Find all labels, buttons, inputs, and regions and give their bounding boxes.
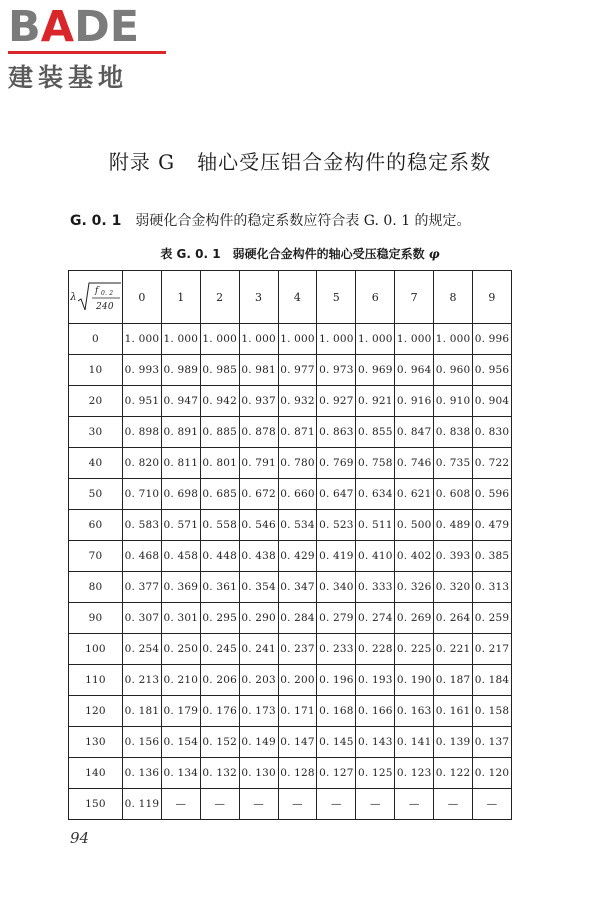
brand-logo <box>8 4 178 94</box>
coefficient-cell: 0. 698 <box>161 479 200 510</box>
coefficient-cell: 0. 758 <box>356 448 395 479</box>
coefficient-cell: 0. 735 <box>434 448 473 479</box>
coefficient-cell: 0. 250 <box>161 634 200 665</box>
lambda-symbol: λ <box>70 291 77 303</box>
coefficient-cell: 1. 000 <box>200 324 239 355</box>
lambda-header-cell <box>69 271 123 324</box>
table-header-row <box>69 271 512 324</box>
coefficient-cell: 0. 161 <box>434 696 473 727</box>
coefficient-cell: 0. 820 <box>123 448 162 479</box>
coefficient-cell: 1. 000 <box>239 324 278 355</box>
coefficient-cell: 1. 000 <box>278 324 317 355</box>
table-row <box>69 696 512 727</box>
logo-letters-de: DE <box>74 2 140 52</box>
coefficient-cell: 0. 125 <box>356 758 395 789</box>
table-caption-symbol: φ <box>428 247 440 261</box>
table-row <box>69 355 512 386</box>
coefficient-cell: 0. 137 <box>473 727 512 758</box>
coefficient-cell: 0. 166 <box>356 696 395 727</box>
coefficient-cell: 0. 927 <box>317 386 356 417</box>
lambda-cell: 120 <box>69 696 123 727</box>
coefficient-cell: 0. 333 <box>356 572 395 603</box>
coefficient-cell: 0. 621 <box>395 479 434 510</box>
coefficient-cell: 0. 791 <box>239 448 278 479</box>
lambda-cell: 100 <box>69 634 123 665</box>
appendix-title <box>0 146 600 175</box>
table-row <box>69 510 512 541</box>
formula-subscript: 0. 2 <box>100 290 114 297</box>
coefficient-cell: 0. 863 <box>317 417 356 448</box>
coefficient-cell: 0. 156 <box>123 727 162 758</box>
coefficient-cell: 0. 921 <box>356 386 395 417</box>
coefficient-cell: 0. 147 <box>278 727 317 758</box>
table-row <box>69 572 512 603</box>
coefficient-cell: — <box>317 789 356 820</box>
coefficient-cell: 0. 347 <box>278 572 317 603</box>
coefficient-cell: 0. 361 <box>200 572 239 603</box>
coefficient-cell: 0. 885 <box>200 417 239 448</box>
coefficient-cell: 0. 951 <box>123 386 162 417</box>
column-header: 0 <box>123 271 162 324</box>
coefficient-cell: 0. 134 <box>161 758 200 789</box>
coefficient-cell: 0. 534 <box>278 510 317 541</box>
coefficient-cell: 1. 000 <box>434 324 473 355</box>
coefficient-cell: 0. 710 <box>123 479 162 510</box>
coefficient-cell: 0. 313 <box>473 572 512 603</box>
coefficient-cell: 0. 123 <box>395 758 434 789</box>
coefficient-cell: 0. 489 <box>434 510 473 541</box>
lambda-cell: 60 <box>69 510 123 541</box>
column-header: 1 <box>161 271 200 324</box>
table-row <box>69 758 512 789</box>
coefficient-cell: 0. 458 <box>161 541 200 572</box>
coefficient-cell: 0. 996 <box>473 324 512 355</box>
coefficient-cell: 0. 307 <box>123 603 162 634</box>
coefficient-cell: 0. 830 <box>473 417 512 448</box>
coefficient-cell: 0. 910 <box>434 386 473 417</box>
column-header: 3 <box>239 271 278 324</box>
coefficient-cell: 0. 904 <box>473 386 512 417</box>
stability-coefficient-table <box>68 270 512 820</box>
lambda-cell: 40 <box>69 448 123 479</box>
table-row <box>69 448 512 479</box>
coefficient-cell: 0. 932 <box>278 386 317 417</box>
page-number: 94 <box>70 829 90 847</box>
table-caption <box>0 245 600 262</box>
coefficient-cell: 0. 769 <box>317 448 356 479</box>
coefficient-cell: 0. 647 <box>317 479 356 510</box>
lambda-cell: 0 <box>69 324 123 355</box>
coefficient-cell: 0. 320 <box>434 572 473 603</box>
coefficient-cell: 0. 237 <box>278 634 317 665</box>
coefficient-cell: 0. 410 <box>356 541 395 572</box>
coefficient-cell: 0. 187 <box>434 665 473 696</box>
coefficient-cell: 0. 340 <box>317 572 356 603</box>
coefficient-cell: 0. 855 <box>356 417 395 448</box>
table-row <box>69 324 512 355</box>
coefficient-cell: 0. 143 <box>356 727 395 758</box>
coefficient-cell: 0. 122 <box>434 758 473 789</box>
coefficient-cell: 0. 228 <box>356 634 395 665</box>
coefficient-cell: 0. 511 <box>356 510 395 541</box>
table-row <box>69 386 512 417</box>
coefficient-cell: 1. 000 <box>123 324 162 355</box>
lambda-cell: 70 <box>69 541 123 572</box>
coefficient-cell: 0. 179 <box>161 696 200 727</box>
logo-wordmark <box>8 4 178 50</box>
coefficient-cell: 0. 127 <box>317 758 356 789</box>
coefficient-cell: 0. 969 <box>356 355 395 386</box>
coefficient-cell: 0. 838 <box>434 417 473 448</box>
coefficient-cell: 0. 141 <box>395 727 434 758</box>
coefficient-cell: — <box>473 789 512 820</box>
lambda-cell: 140 <box>69 758 123 789</box>
coefficient-cell: — <box>278 789 317 820</box>
coefficient-cell: 0. 259 <box>473 603 512 634</box>
coefficient-cell: 0. 672 <box>239 479 278 510</box>
coefficient-cell: 0. 290 <box>239 603 278 634</box>
coefficient-cell: 0. 960 <box>434 355 473 386</box>
coefficient-cell: 0. 419 <box>317 541 356 572</box>
coefficient-cell: 0. 203 <box>239 665 278 696</box>
lambda-cell: 130 <box>69 727 123 758</box>
coefficient-cell: 0. 847 <box>395 417 434 448</box>
coefficient-cell: 0. 136 <box>123 758 162 789</box>
coefficient-cell: 0. 245 <box>200 634 239 665</box>
coefficient-cell: 0. 973 <box>317 355 356 386</box>
table-row <box>69 479 512 510</box>
coefficient-cell: 0. 438 <box>239 541 278 572</box>
coefficient-cell: 0. 916 <box>395 386 434 417</box>
table-row <box>69 417 512 448</box>
lambda-cell: 90 <box>69 603 123 634</box>
coefficient-cell: 0. 154 <box>161 727 200 758</box>
coefficient-cell: 0. 685 <box>200 479 239 510</box>
column-header: 5 <box>317 271 356 324</box>
column-header: 9 <box>473 271 512 324</box>
formula-denominator: 240 <box>95 302 114 312</box>
coefficient-cell: 0. 274 <box>356 603 395 634</box>
coefficient-cell: 0. 254 <box>123 634 162 665</box>
coefficient-cell: 0. 119 <box>123 789 162 820</box>
coefficient-cell: 0. 780 <box>278 448 317 479</box>
coefficient-cell: 0. 993 <box>123 355 162 386</box>
lambda-cell: 80 <box>69 572 123 603</box>
clause-text: 弱硬化合金构件的稳定系数应符合表 G. 0. 1 的规定。 <box>135 213 471 229</box>
coefficient-cell: 0. 898 <box>123 417 162 448</box>
formula-numerator: f <box>94 286 99 296</box>
logo-letter-a: A <box>40 2 75 52</box>
table-row <box>69 603 512 634</box>
coefficient-cell: 0. 583 <box>123 510 162 541</box>
coefficient-cell: 0. 158 <box>473 696 512 727</box>
lambda-formula <box>70 281 121 313</box>
coefficient-cell: 0. 385 <box>473 541 512 572</box>
logo-subtitle: 建装基地 <box>8 63 129 92</box>
coefficient-cell: 0. 221 <box>434 634 473 665</box>
coefficient-cell: 0. 190 <box>395 665 434 696</box>
coefficient-cell: 0. 546 <box>239 510 278 541</box>
coefficient-cell: 0. 634 <box>356 479 395 510</box>
coefficient-cell: 0. 989 <box>161 355 200 386</box>
sqrt-formula <box>77 281 121 313</box>
coefficient-cell: 0. 937 <box>239 386 278 417</box>
lambda-cell: 20 <box>69 386 123 417</box>
coefficient-cell: 0. 596 <box>473 479 512 510</box>
coefficient-cell: 0. 145 <box>317 727 356 758</box>
coefficient-cell: 1. 000 <box>317 324 356 355</box>
column-header: 2 <box>200 271 239 324</box>
coefficient-cell: 0. 448 <box>200 541 239 572</box>
coefficient-cell: 0. 746 <box>395 448 434 479</box>
table-caption-text: 弱硬化合金构件的轴心受压稳定系数 <box>232 247 425 261</box>
coefficient-cell: 0. 184 <box>473 665 512 696</box>
coefficient-cell: 0. 402 <box>395 541 434 572</box>
coefficient-cell: 0. 956 <box>473 355 512 386</box>
clause-paragraph <box>70 210 471 230</box>
table-row <box>69 789 512 820</box>
coefficient-cell: 0. 468 <box>123 541 162 572</box>
lambda-cell: 150 <box>69 789 123 820</box>
coefficient-cell: 0. 660 <box>278 479 317 510</box>
coefficient-cell: 0. 429 <box>278 541 317 572</box>
coefficient-cell: 0. 176 <box>200 696 239 727</box>
coefficient-cell: 0. 241 <box>239 634 278 665</box>
coefficient-cell: 0. 132 <box>200 758 239 789</box>
lambda-cell: 110 <box>69 665 123 696</box>
coefficient-cell: 0. 233 <box>317 634 356 665</box>
coefficient-cell: 0. 558 <box>200 510 239 541</box>
table-body <box>69 324 512 820</box>
coefficient-cell: 0. 608 <box>434 479 473 510</box>
coefficient-cell: 0. 128 <box>278 758 317 789</box>
coefficient-cell: — <box>356 789 395 820</box>
coefficient-cell: — <box>395 789 434 820</box>
coefficient-cell: 0. 947 <box>161 386 200 417</box>
table-row <box>69 634 512 665</box>
coefficient-cell: 0. 801 <box>200 448 239 479</box>
coefficient-cell: 0. 210 <box>161 665 200 696</box>
coefficient-cell: 0. 173 <box>239 696 278 727</box>
coefficient-cell: 0. 200 <box>278 665 317 696</box>
column-header: 8 <box>434 271 473 324</box>
coefficient-cell: 0. 168 <box>317 696 356 727</box>
coefficient-cell: 0. 326 <box>395 572 434 603</box>
coefficient-cell: 0. 152 <box>200 727 239 758</box>
coefficient-cell: — <box>434 789 473 820</box>
appendix-label: 附录 G <box>108 150 176 174</box>
coefficient-cell: 0. 196 <box>317 665 356 696</box>
coefficient-cell: 0. 500 <box>395 510 434 541</box>
coefficient-cell: 0. 985 <box>200 355 239 386</box>
appendix-heading-text: 轴心受压铝合金构件的稳定系数 <box>197 150 492 174</box>
coefficient-cell: 0. 964 <box>395 355 434 386</box>
coefficient-cell: 0. 264 <box>434 603 473 634</box>
coefficient-cell: 0. 722 <box>473 448 512 479</box>
coefficient-cell: 0. 479 <box>473 510 512 541</box>
table-row <box>69 665 512 696</box>
table-row <box>69 727 512 758</box>
coefficient-cell: — <box>200 789 239 820</box>
coefficient-cell: 0. 120 <box>473 758 512 789</box>
coefficient-cell: 0. 354 <box>239 572 278 603</box>
coefficient-cell: — <box>239 789 278 820</box>
column-header: 6 <box>356 271 395 324</box>
coefficient-cell: 0. 213 <box>123 665 162 696</box>
column-header: 4 <box>278 271 317 324</box>
coefficient-cell: 1. 000 <box>395 324 434 355</box>
lambda-cell: 10 <box>69 355 123 386</box>
coefficient-cell: 0. 269 <box>395 603 434 634</box>
coefficient-cell: 0. 301 <box>161 603 200 634</box>
coefficient-cell: 0. 878 <box>239 417 278 448</box>
coefficient-cell: 0. 149 <box>239 727 278 758</box>
lambda-cell: 30 <box>69 417 123 448</box>
coefficient-cell: 0. 206 <box>200 665 239 696</box>
coefficient-cell: 0. 139 <box>434 727 473 758</box>
coefficient-cell: 0. 181 <box>123 696 162 727</box>
coefficient-cell: 0. 393 <box>434 541 473 572</box>
clause-number: G. 0. 1 <box>70 213 122 229</box>
table-row <box>69 541 512 572</box>
coefficient-cell: 0. 193 <box>356 665 395 696</box>
coefficient-cell: 0. 571 <box>161 510 200 541</box>
coefficient-cell: 1. 000 <box>356 324 395 355</box>
coefficient-cell: 0. 279 <box>317 603 356 634</box>
coefficient-cell: 0. 891 <box>161 417 200 448</box>
coefficient-cell: 0. 171 <box>278 696 317 727</box>
lambda-cell: 50 <box>69 479 123 510</box>
coefficient-cell: 0. 977 <box>278 355 317 386</box>
logo-letter-b: B <box>8 2 41 52</box>
coefficient-cell: 0. 811 <box>161 448 200 479</box>
coefficient-cell: 1. 000 <box>161 324 200 355</box>
coefficient-cell: 0. 284 <box>278 603 317 634</box>
coefficient-cell: 0. 163 <box>395 696 434 727</box>
coefficient-cell: 0. 523 <box>317 510 356 541</box>
coefficient-cell: — <box>161 789 200 820</box>
coefficient-cell: 0. 225 <box>395 634 434 665</box>
coefficient-cell: 0. 981 <box>239 355 278 386</box>
coefficient-cell: 0. 217 <box>473 634 512 665</box>
coefficient-cell: 0. 295 <box>200 603 239 634</box>
coefficient-cell: 0. 942 <box>200 386 239 417</box>
coefficient-cell: 0. 369 <box>161 572 200 603</box>
table-caption-label: 表 G. 0. 1 <box>160 247 221 261</box>
coefficient-cell: 0. 130 <box>239 758 278 789</box>
coefficient-cell: 0. 871 <box>278 417 317 448</box>
column-header: 7 <box>395 271 434 324</box>
coefficient-cell: 0. 377 <box>123 572 162 603</box>
